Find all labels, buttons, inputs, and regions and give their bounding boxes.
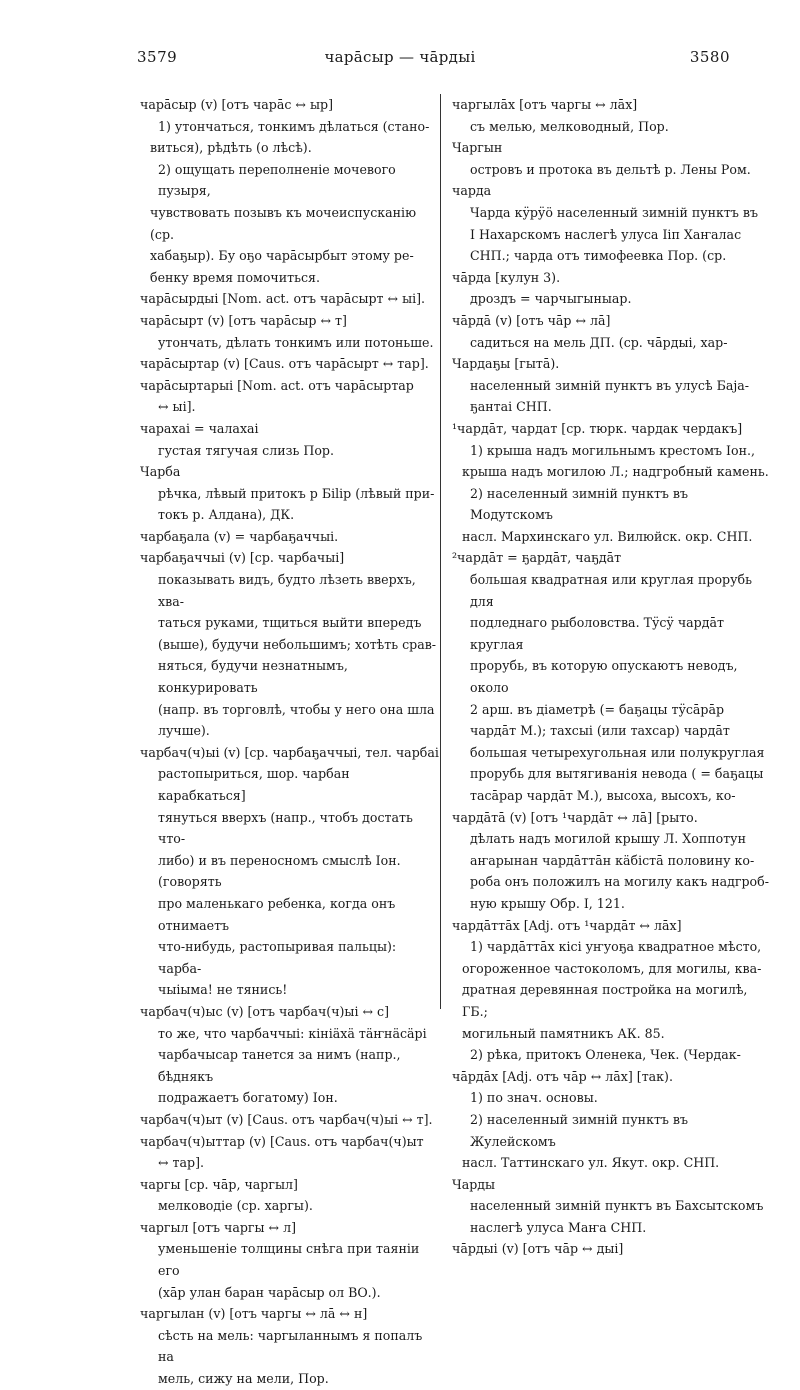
entry-headword-line: чаргы [ср. чāр, чаргыл] bbox=[140, 1176, 298, 1192]
entry-definition-line: токъ р. Алдана), ДК. bbox=[158, 507, 295, 523]
page-header bbox=[0, 48, 800, 72]
entry-definition-line: чарбачысар танется за нимъ (напр., бѣднякъ bbox=[158, 1047, 401, 1084]
entry-definition-line: прорубь, въ которую опускаютъ неводъ, около bbox=[470, 658, 738, 696]
entry-definition-line: лучше). bbox=[158, 723, 210, 739]
entry-definition-line: дѣлать надъ могилой крышу Л. Хоппотун bbox=[470, 831, 746, 847]
entry-definition-line: наслегѣ улуса Маҥа СНП. bbox=[470, 1219, 647, 1235]
entry-definition-line: 1) по знач. основы. bbox=[470, 1090, 598, 1106]
entry-headword-line: чаргыл [отъ чаргы ↔ л] bbox=[140, 1219, 296, 1235]
entry-headword-line: чāрдāх [Adj. отъ чāр ↔ лāх] [так). bbox=[452, 1068, 673, 1084]
entry-definition-line: І Нахарскомъ наслегѣ улуса Ііп Хаҥалас bbox=[470, 226, 742, 242]
entry-definition-line: подражаетъ богатому) Іон. bbox=[158, 1090, 338, 1106]
entry-headword-line: чарāсыр (v) [отъ чарāс ↔ ыр] bbox=[140, 97, 333, 112]
entry-definition-line: 2 арш. въ діаметрѣ (= баҕацы тӱсāрāр bbox=[470, 701, 725, 717]
entry-headword-line: чарāсыртарыі [Nom. act. отъ чарāсыртар bbox=[140, 377, 414, 393]
entry-definition-line: ↔ тар]. bbox=[158, 1155, 205, 1171]
entry-definition-line: уменьшеніе толщины снѣга при таяніи его bbox=[158, 1241, 420, 1279]
entry-definition-line: чыіыма! не тянись! bbox=[158, 982, 288, 998]
entry-definition-line: 1) крыша надъ могильнымъ крестомъ Іон., bbox=[470, 442, 755, 458]
entry-definition-line: прорубь для вытягиванія невода ( = баҕацы bbox=[470, 766, 764, 782]
entry-definition-line: рѣчка, лѣвый притокъ р Біlір (лѣвый при- bbox=[158, 485, 435, 501]
entry-definition-line: большая четырехугольная или полукруглая bbox=[470, 744, 765, 760]
entry-headword-line: чарāсырдыі [Nom. act. отъ чарāсырт ↔ ыі]. bbox=[140, 291, 426, 307]
entry-definition-line: тянуться вверхъ (напр., чтобъ достать что- bbox=[158, 809, 413, 847]
entry-headword-line: чарда bbox=[452, 183, 492, 199]
entry-definition-line: крыша надъ могилою Л.; надгробный камень. bbox=[462, 464, 769, 480]
entry-definition-line: насл. Мархинскаго ул. Вилюйск. окр. СНП. bbox=[462, 528, 753, 544]
entry-definition-line: либо) и въ переносномъ смыслѣ Іон. (говорять bbox=[158, 852, 401, 890]
entry-definition-line: подледнаго рыболовства. Тӱсӱ чардāт круглая bbox=[470, 615, 724, 652]
page-title: чарāсыр — чāрдыі bbox=[324, 48, 476, 66]
page-number-right: 3580 bbox=[689, 48, 730, 66]
entry-definition-line: чардāт М.); тахсыі (или тахсар) чардāт bbox=[470, 723, 730, 739]
entry-definition-line: няться, будучи незнатнымъ, конкурировать bbox=[158, 658, 348, 696]
entry-headword-line: чāрдыі (v) [отъ чāр ↔ дыі] bbox=[452, 1241, 624, 1257]
entry-headword-line: чāрдā (v) [отъ чāр ↔ лā] bbox=[452, 312, 611, 328]
entry-headword-line: чардāттāх [Adj. отъ ¹чардāт ↔ лāх] bbox=[452, 917, 682, 933]
entry-headword-line: чаргылāх [отъ чаргы ↔ лāх] bbox=[452, 97, 638, 112]
entry-headword-line: чарахаі = чалахаі bbox=[140, 420, 259, 436]
entry-definition-line: 2) населенный зимній пунктъ въ Жулейскомъ bbox=[470, 1111, 689, 1149]
entry-headword-line: чарбач(ч)ыттар (v) [Caus. отъ чарбач(ч)ыт bbox=[140, 1133, 424, 1149]
entry-definition-line: насл. Таттинскаго ул. Якут. окр. СНП. bbox=[462, 1155, 720, 1171]
entry-definition-line: что-нибудь, растопыривая пальцы): чарба- bbox=[158, 939, 397, 976]
entry-definition-line: дратная деревянная постройка на могилѣ, ГБ.; bbox=[462, 982, 748, 1019]
entry-definition-line: роба онъ положилъ на могилу какъ надгроб- bbox=[470, 874, 769, 890]
entry-definition-line: то же, что чарбаччыі: кініäхä тäҥнäсäрі bbox=[158, 1025, 427, 1041]
entry-definition-line: аҥарынан чардāттāн кäбістā половину ко- bbox=[470, 852, 755, 868]
entry-definition-line: огороженное частоколомъ, для могилы, ква- bbox=[462, 960, 762, 976]
entry-definition-line: ↔ ыі]. bbox=[158, 399, 196, 415]
entry-headword-line: чарбач(ч)ыс (v) [отъ чарбач(ч)ыі ↔ с] bbox=[140, 1003, 390, 1019]
entry-definition-line: растопыриться, шор. чарбан карабкаться] bbox=[158, 766, 350, 803]
entry-definition-line: тасāрар чардāт М.), высоха, высохъ, ко- bbox=[470, 788, 736, 803]
entry-headword-line: Чаргын bbox=[452, 140, 503, 156]
entry-definition-line: островъ и протока въ дельтѣ р. Лены Ром. bbox=[470, 161, 751, 177]
entry-definition-line: большая квадратная или круглая прорубь для bbox=[470, 572, 752, 609]
entry-definition-line: ҕантаі СНП. bbox=[470, 399, 552, 415]
entry-definition-line: мелководіе (ср. харгы). bbox=[158, 1198, 313, 1214]
entry-definition-line: дроздъ = чарчыгыныар. bbox=[470, 291, 632, 307]
entry-definition-line: утончать, дѣлать тонкимъ или потоньше. bbox=[158, 334, 434, 350]
entry-definition-line: 1) утончаться, тонкимъ дѣлаться (стано- bbox=[158, 118, 430, 134]
entry-headword-line: чарбаҕала (v) = чарбаҕаччыі. bbox=[140, 528, 339, 544]
entry-headword-line: чāрда [кулун 3). bbox=[452, 269, 561, 285]
entry-definition-line: (выше), будучи небольшимъ; хотѣть срав- bbox=[158, 636, 437, 652]
page-number-left: 3579 bbox=[137, 48, 178, 66]
left-column bbox=[140, 94, 440, 1390]
entry-definition-line: ную крышу Обр. І, 121. bbox=[470, 895, 625, 911]
entry-definition-line: сѣсть на мель: чаргыланнымъ я попалъ на bbox=[158, 1327, 423, 1365]
entry-headword-line: чарāсыртар (v) [Caus. отъ чарāсырт ↔ тар]. bbox=[140, 356, 429, 372]
entry-headword-line: Чарба bbox=[140, 464, 181, 480]
entry-definition-line: таться руками, тщиться выйти впередъ bbox=[158, 615, 422, 631]
entry-definition-line: съ мелью, мелководный, Пор. bbox=[470, 118, 669, 134]
entry-definition-line: про маленькаго ребенка, когда онъ отнимаетъ bbox=[158, 895, 396, 933]
entry-definition-line: населенный зимній пунктъ въ Бахсытскомъ bbox=[470, 1198, 764, 1214]
right-column bbox=[452, 94, 770, 1260]
column-divider bbox=[440, 94, 441, 1009]
entry-headword-line: чарāсырт (v) [отъ чарāсыр ↔ т] bbox=[140, 312, 347, 328]
entry-headword-line: Чарды bbox=[452, 1176, 496, 1192]
entry-definition-line: чувствовать позывъ къ мочеиспусканію (ср. bbox=[150, 204, 417, 242]
entry-definition-line: Чарда кӱрӱö населенный зимній пунктъ въ bbox=[470, 204, 759, 220]
entry-definition-line: мель, сижу на мели, Пор. bbox=[158, 1371, 329, 1387]
entry-definition-line: садиться на мель ДП. (ср. чāрдыі, хар- bbox=[470, 334, 728, 350]
entry-definition-line: 1) чардāттāх кісі уҥуоҕа квадратное мѣсто, bbox=[470, 939, 762, 955]
entry-definition-line: густая тягучая слизь Пор. bbox=[158, 442, 334, 458]
entry-headword-line: чарбаҕаччыі (v) [ср. чарбачыі] bbox=[140, 550, 345, 566]
entry-definition-line: виться), рѣдѣть (о лѣсѣ). bbox=[150, 140, 312, 156]
entry-headword-line: Чардаҕы [гытā). bbox=[452, 356, 560, 372]
entry-headword-line: чардāтā (v) [отъ ¹чардāт ↔ лā] [рыто. bbox=[452, 809, 698, 825]
entry-definition-line: бенку время помочиться. bbox=[150, 269, 320, 285]
entry-headword-line: чаргылан (v) [отъ чаргы ↔ лā ↔ н] bbox=[140, 1306, 368, 1322]
entry-definition-line: 2) населенный зимній пунктъ въ Модутскомъ bbox=[470, 485, 689, 523]
entry-definition-line: (хāр улан баран чарāсыр ол ВО.). bbox=[158, 1284, 381, 1300]
entry-definition-line: показывать видъ, будто лѣзеть вверхъ, хва- bbox=[158, 572, 416, 609]
entry-headword-line: чарбач(ч)ыі (v) [ср. чарбаҕаччыі, тел. чарбаі bbox=[140, 744, 439, 760]
entry-headword-line: чарбач(ч)ыт (v) [Caus. отъ чарбач(ч)ыі ↔ т]. bbox=[140, 1111, 433, 1127]
entry-definition-line: хабаҕыр). Бу оҕо чарāсырбыт этому ре- bbox=[150, 248, 414, 264]
entry-definition-line: могильный памятникъ АК. 85. bbox=[462, 1025, 665, 1041]
entry-definition-line: 2) ощущать переполненіе мочевого пузыря, bbox=[158, 161, 396, 199]
entry-definition-line: СНП.; чарда отъ тимофеевка Пор. (ср. bbox=[470, 248, 727, 264]
entry-definition-line: (напр. въ торговлѣ, чтобы у него она шла bbox=[158, 701, 435, 717]
entry-definition-line: населенный зимній пунктъ въ улусѣ Баја- bbox=[470, 377, 750, 393]
entry-headword-line: ¹чардāт, чардат [ср. тюрк. чардак чердакъ] bbox=[452, 420, 743, 436]
entry-headword-line: ²чардāт = ҕардāт, чаҕдāт bbox=[452, 550, 622, 566]
entry-definition-line: 2) рѣка, притокъ Оленека, Чек. (Чердак- bbox=[470, 1047, 741, 1063]
